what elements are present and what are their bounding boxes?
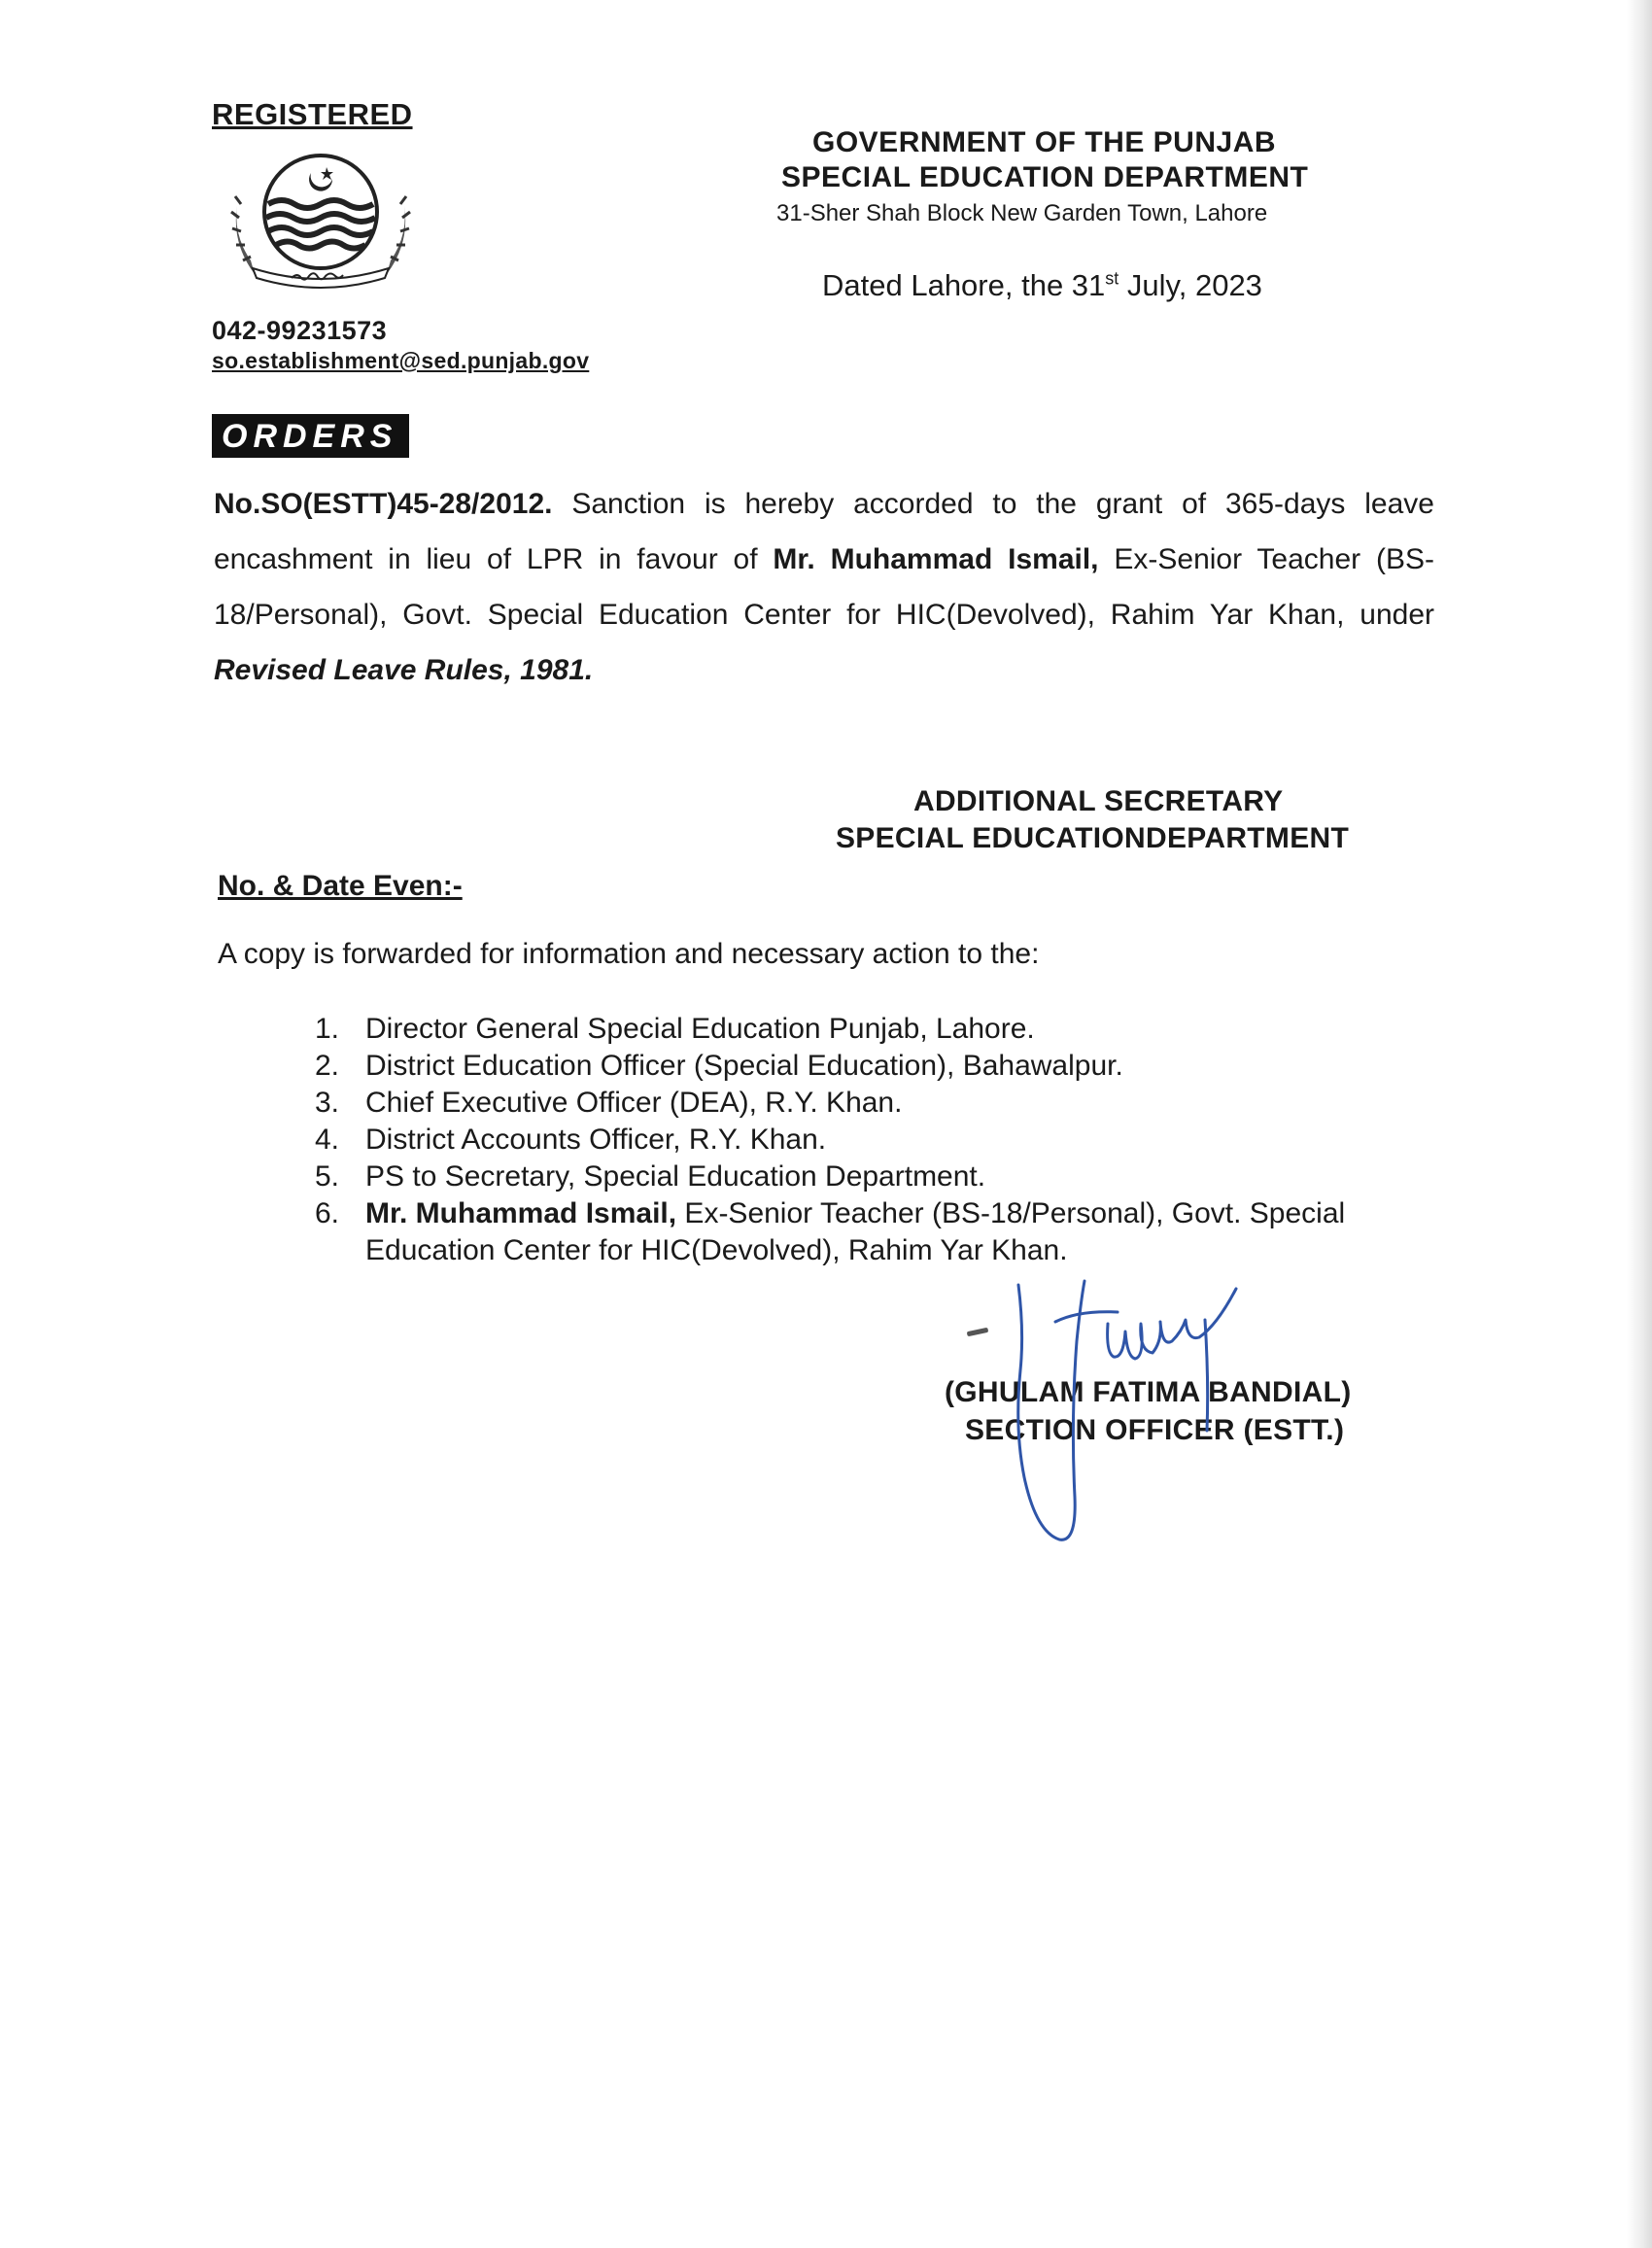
date-rest: July, 2023 [1119,268,1262,302]
signatory-2-name: (GHULAM FATIMA BANDIAL) [945,1376,1352,1408]
registered-label: REGISTERED [212,97,413,131]
order-reference-number: No.SO(ESTT)45-28/2012. [214,488,553,520]
list-item-number: 1. [315,1013,340,1045]
order-paragraph [214,476,1434,698]
signatory-1-designation: ADDITIONAL SECRETARY [913,785,1284,817]
list-item-number: 6. [315,1197,340,1229]
phone-number: 042-99231573 [212,316,388,345]
signatory-2-designation: SECTION OFFICER (ESTT.) [965,1414,1345,1446]
list-item [315,1195,1405,1269]
date-prefix: Dated Lahore, the 31 [822,268,1106,302]
order-person-name: Mr. Muhammad Ismail, [773,543,1099,575]
list-item-text: Ex-Senior Teacher (BS-18/Personal), Govt. Special Education Center for HIC(Devolved), Rahim Yar Khan. [365,1197,1346,1266]
list-item-number: 4. [315,1124,340,1156]
order-text-part-2: Ex-Senior Teacher (BS-18/Personal), Govt. Special Education Center for HIC(Devolved), Rahim Yar Khan, under [214,543,1434,631]
department-heading: SPECIAL EDUCATION DEPARTMENT [781,161,1309,193]
list-item-text: Director General Special Education Punjab, Lahore. [365,1013,1035,1045]
handwritten-signature-icon [962,1263,1312,1555]
orders-title: ORDERS [212,414,409,458]
list-item [315,1048,1405,1085]
list-item-number: 3. [315,1087,340,1119]
list-item [315,1085,1405,1122]
punjab-government-emblem-icon [224,146,418,292]
office-address: 31-Sher Shah Block New Garden Town, Lahore [776,200,1268,226]
order-rules-reference: Revised Leave Rules, 1981. [214,654,594,686]
list-item-text: District Education Officer (Special Education), Bahawalpur. [365,1050,1123,1082]
copy-heading: No. & Date Even:- [218,870,463,902]
email-address[interactable]: so.establishment@sed.punjab.gov [212,348,590,373]
list-item-number: 2. [315,1050,340,1082]
order-text-part-1: Sanction is hereby accorded to the grant of 365-days leave encashment in lieu of LPR in favour of [214,488,1434,575]
list-item-bold-name: Mr. Muhammad Ismail, [365,1197,677,1229]
signatory-1-department: SPECIAL EDUCATIONDEPARTMENT [836,822,1350,854]
list-item-number: 5. [315,1160,340,1193]
date-ordinal-suffix: st [1105,268,1119,289]
list-item [315,1011,1405,1048]
list-item [315,1159,1405,1195]
list-item [315,1122,1405,1159]
issue-date [822,268,1262,303]
list-item-text: Chief Executive Officer (DEA), R.Y. Khan. [365,1087,903,1119]
list-item-text: PS to Secretary, Special Education Department. [365,1160,986,1193]
distribution-list [315,1011,1405,1269]
copy-intro: A copy is forwarded for information and necessary action to the: [218,938,1040,970]
list-item-text: District Accounts Officer, R.Y. Khan. [365,1124,827,1156]
government-heading: GOVERNMENT OF THE PUNJAB [812,126,1277,158]
paper-edge-shadow [1627,0,1652,2248]
